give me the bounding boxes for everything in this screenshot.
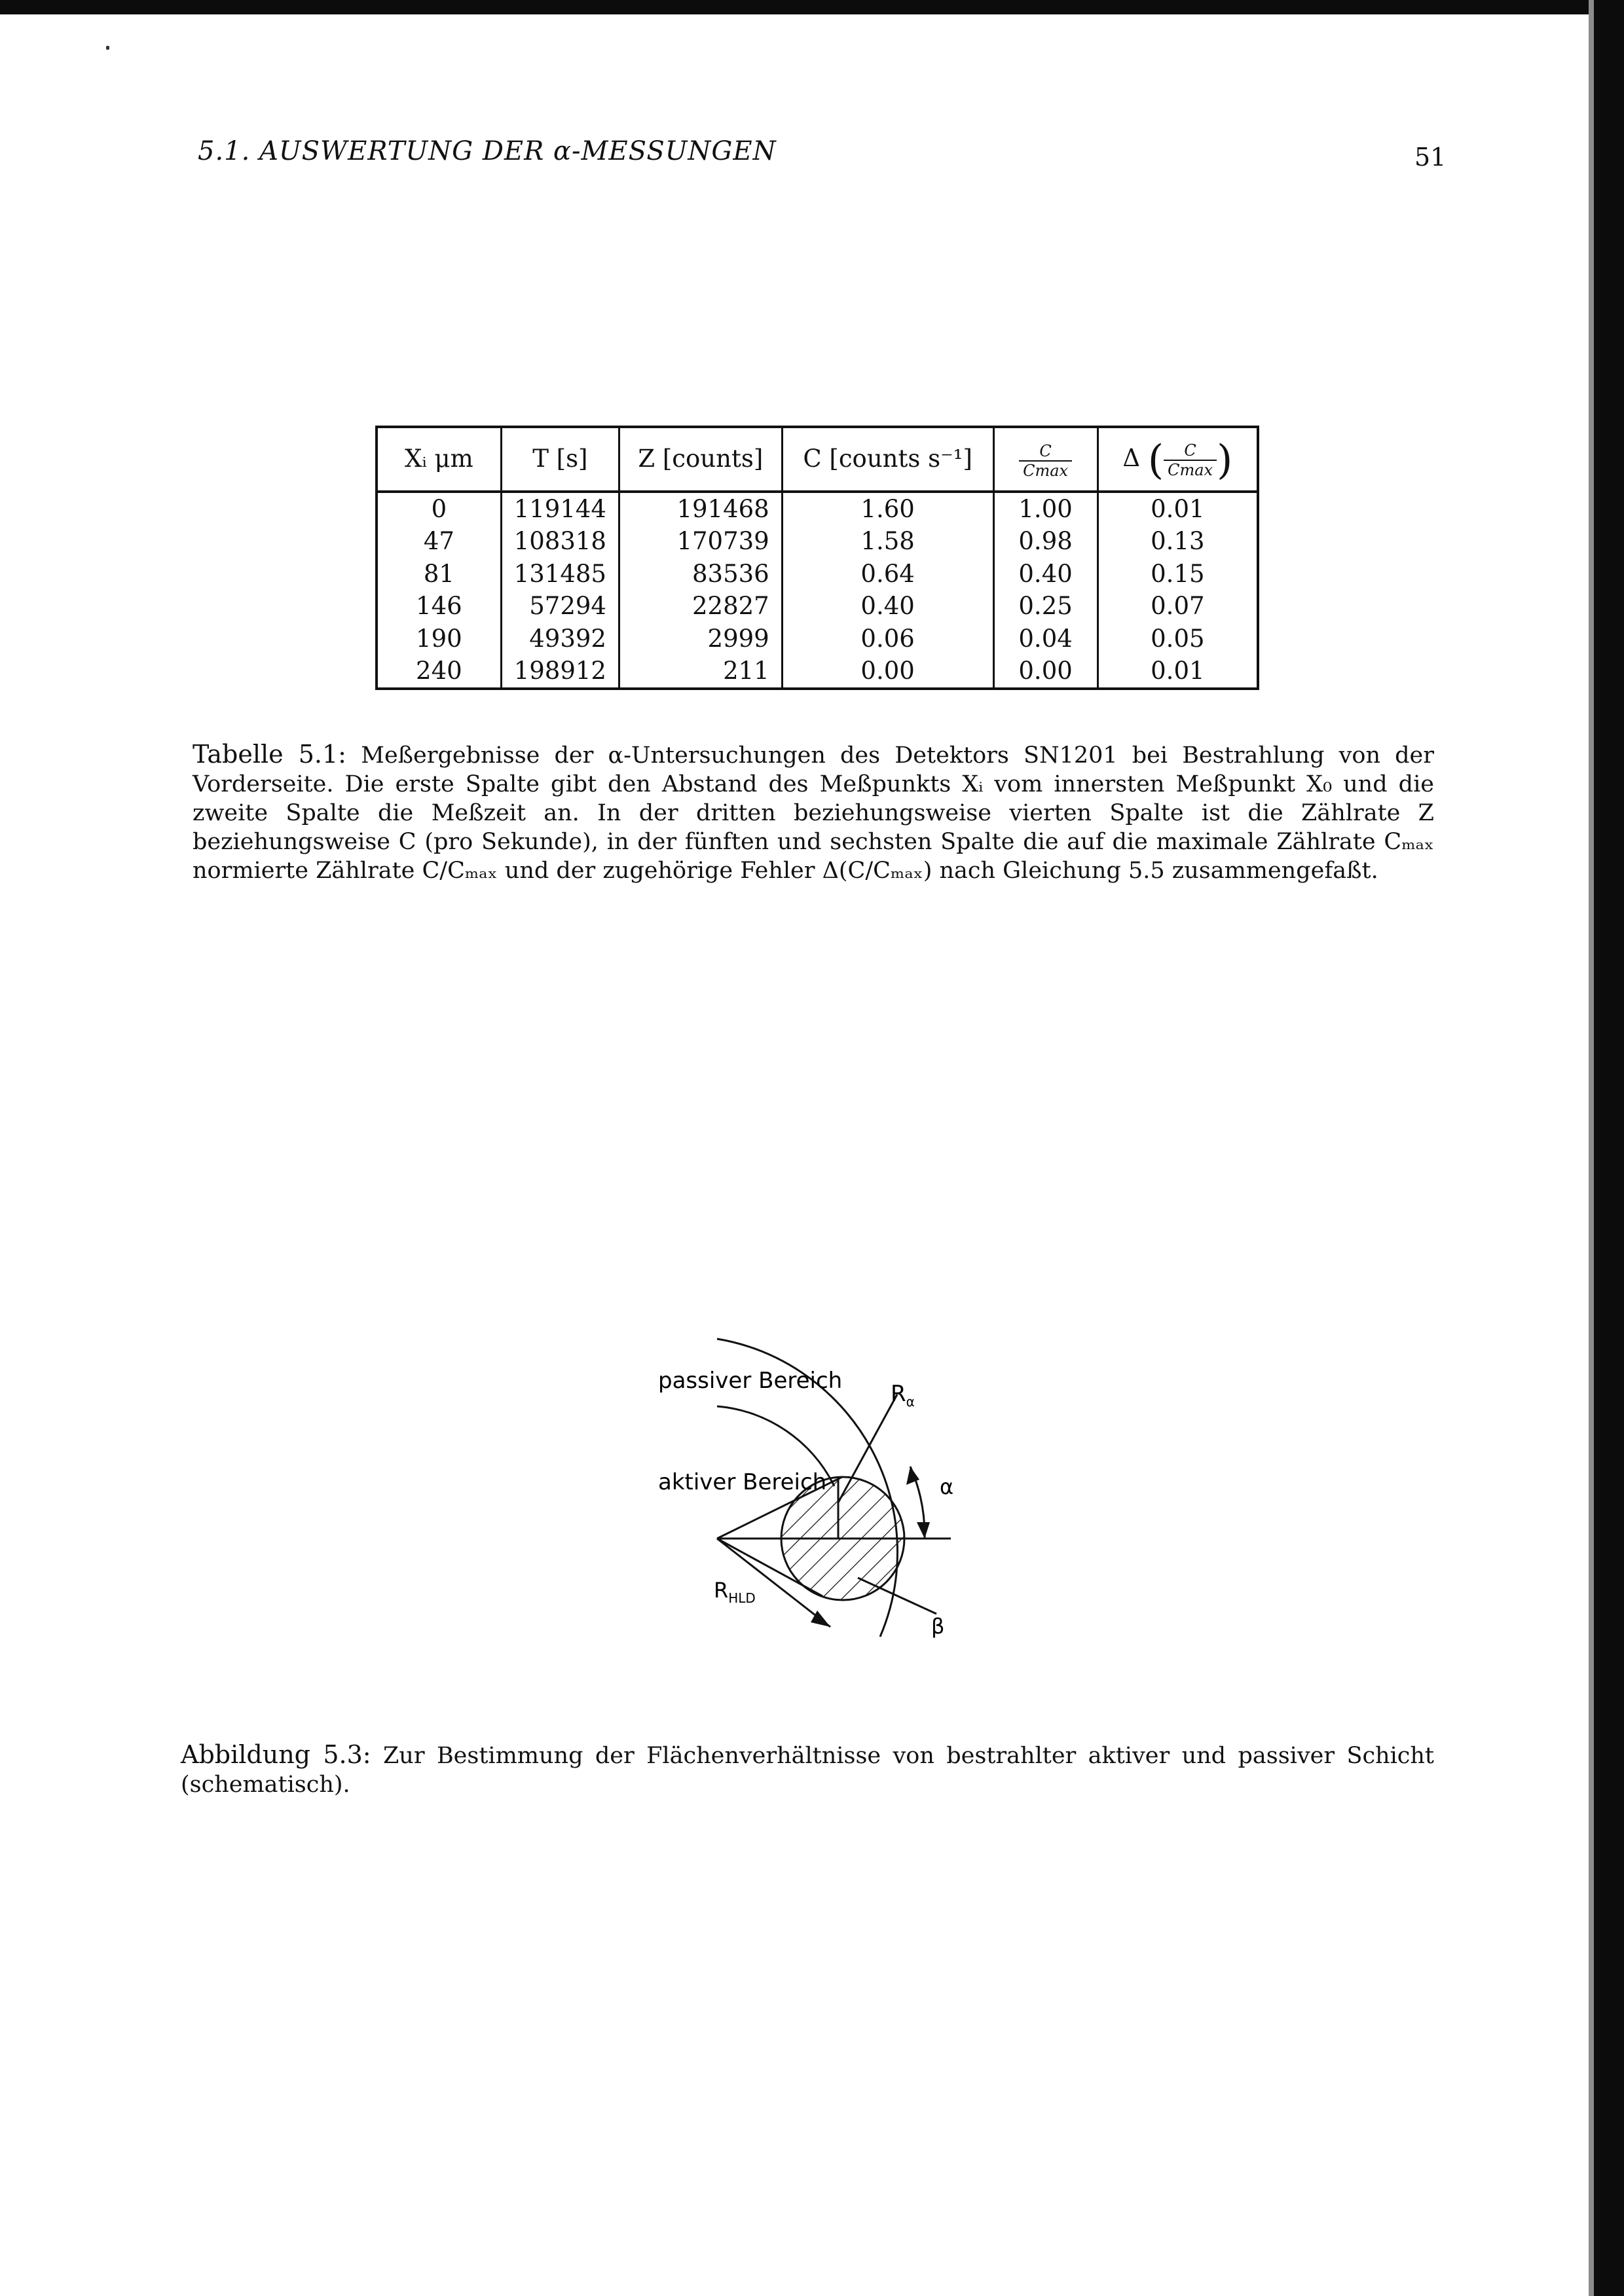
table-cell: 0.98 xyxy=(993,525,1098,558)
table-row xyxy=(377,558,1258,591)
label-beta: β xyxy=(931,1614,945,1639)
table-row xyxy=(377,623,1258,655)
table-cell: 198912 xyxy=(501,655,619,689)
table-cell: 0.25 xyxy=(993,590,1098,623)
table-row xyxy=(377,655,1258,689)
col-header-delta: Δ ( $\frac{C}{Cmax}$ ) xyxy=(1098,427,1258,492)
table-cell: 0.05 xyxy=(1098,623,1258,655)
table-cell: 108318 xyxy=(501,525,619,558)
table-row xyxy=(377,492,1258,526)
scan-border-shadow xyxy=(1589,0,1594,2296)
table-cell: 0.01 xyxy=(1098,655,1258,689)
table-cell: 81 xyxy=(377,558,501,591)
table-cell: 0.00 xyxy=(782,655,993,689)
col-header-t: T [s] xyxy=(501,427,619,492)
table-cell: 0.00 xyxy=(993,655,1098,689)
schematic-figure xyxy=(629,1322,995,1663)
table-cell: 0.40 xyxy=(782,590,993,623)
figure-caption-label: Abbildung 5.3: xyxy=(181,1740,371,1769)
table-body xyxy=(377,492,1258,689)
col-header-c: C [counts s⁻¹] xyxy=(782,427,993,492)
table-cell: 240 xyxy=(377,655,501,689)
table-cell: 191468 xyxy=(619,492,782,526)
label-active: aktiver Bereich xyxy=(658,1469,827,1495)
label-r-hld: $R_{HLD}$ xyxy=(714,1578,756,1606)
table-cell: 2999 xyxy=(619,623,782,655)
table-cell: 47 xyxy=(377,525,501,558)
table-header-row xyxy=(377,427,1258,492)
col-header-z: Z [counts] xyxy=(619,427,782,492)
fraction: $\frac{C}{Cmax}$ xyxy=(1164,441,1217,479)
figure-caption-text: Zur Bestimmung der Flächenverhältnisse von bestrahlter aktiver und passiver Schicht (schematisch). xyxy=(181,1743,1434,1798)
table-cell: 0.64 xyxy=(782,558,993,591)
label-r-alpha: $R_\alpha$ xyxy=(891,1381,915,1410)
table-cell: 57294 xyxy=(501,590,619,623)
table-cell: 211 xyxy=(619,655,782,689)
figure-caption xyxy=(181,1740,1434,1799)
table-row xyxy=(377,525,1258,558)
scan-speck xyxy=(106,46,109,50)
table-cell: 190 xyxy=(377,623,501,655)
measurement-table xyxy=(375,426,1259,690)
table-cell: 0 xyxy=(377,492,501,526)
table-cell: 0.01 xyxy=(1098,492,1258,526)
table-cell: 1.00 xyxy=(993,492,1098,526)
running-header: 5.1. AUSWERTUNG DER α-MESSUNGEN xyxy=(198,136,777,166)
table-cell: 146 xyxy=(377,590,501,623)
table-cell: 119144 xyxy=(501,492,619,526)
scan-border-top xyxy=(0,0,1624,14)
table-cell: 0.07 xyxy=(1098,590,1258,623)
table-cell: 1.58 xyxy=(782,525,993,558)
table-cell: 0.15 xyxy=(1098,558,1258,591)
scan-border-right xyxy=(1594,0,1624,2296)
table-caption-label: Tabelle 5.1: xyxy=(193,740,346,769)
table-cell: 170739 xyxy=(619,525,782,558)
table-cell: 1.60 xyxy=(782,492,993,526)
table-cell: 0.06 xyxy=(782,623,993,655)
col-header-xi: Xᵢ μm xyxy=(377,427,501,492)
fraction: $\frac{C}{Cmax}$ xyxy=(1019,442,1072,480)
table-cell: 0.13 xyxy=(1098,525,1258,558)
label-passive: passiver Bereich xyxy=(658,1368,843,1394)
table-cell: 0.04 xyxy=(993,623,1098,655)
table-cell: 0.40 xyxy=(993,558,1098,591)
table-caption-text: Meßergebnisse der α-Untersuchungen des Detektors SN1201 bei Bestrahlung von der Vorderseite. Die erste Spalte gibt den Abstand des Meßpunkts Xᵢ vom innersten Meßpunkt X₀ und die zweite Spalte die Meßzeit an. In der dritten beziehungsweise vierten Spalte ist die Zählrate Z beziehungsweise C (pro Sekunde), in der fünften und sechsten Spalte die auf die maximale Zählrate Cₘₐₓ normierte Zählrate C/Cₘₐₓ und der zugehörige Fehler Δ(C/Cₘₐₓ) nach Gleichung 5.5 zusammengefaßt. xyxy=(193,742,1434,884)
table-row xyxy=(377,590,1258,623)
beta-pointer xyxy=(858,1578,936,1614)
table-cell: 22827 xyxy=(619,590,782,623)
label-alpha: α xyxy=(940,1474,954,1499)
page-number: 51 xyxy=(1414,143,1447,172)
col-header-c-norm xyxy=(993,427,1098,492)
table-cell: 83536 xyxy=(619,558,782,591)
table-caption xyxy=(193,740,1434,885)
table-cell: 131485 xyxy=(501,558,619,591)
table-cell: 49392 xyxy=(501,623,619,655)
